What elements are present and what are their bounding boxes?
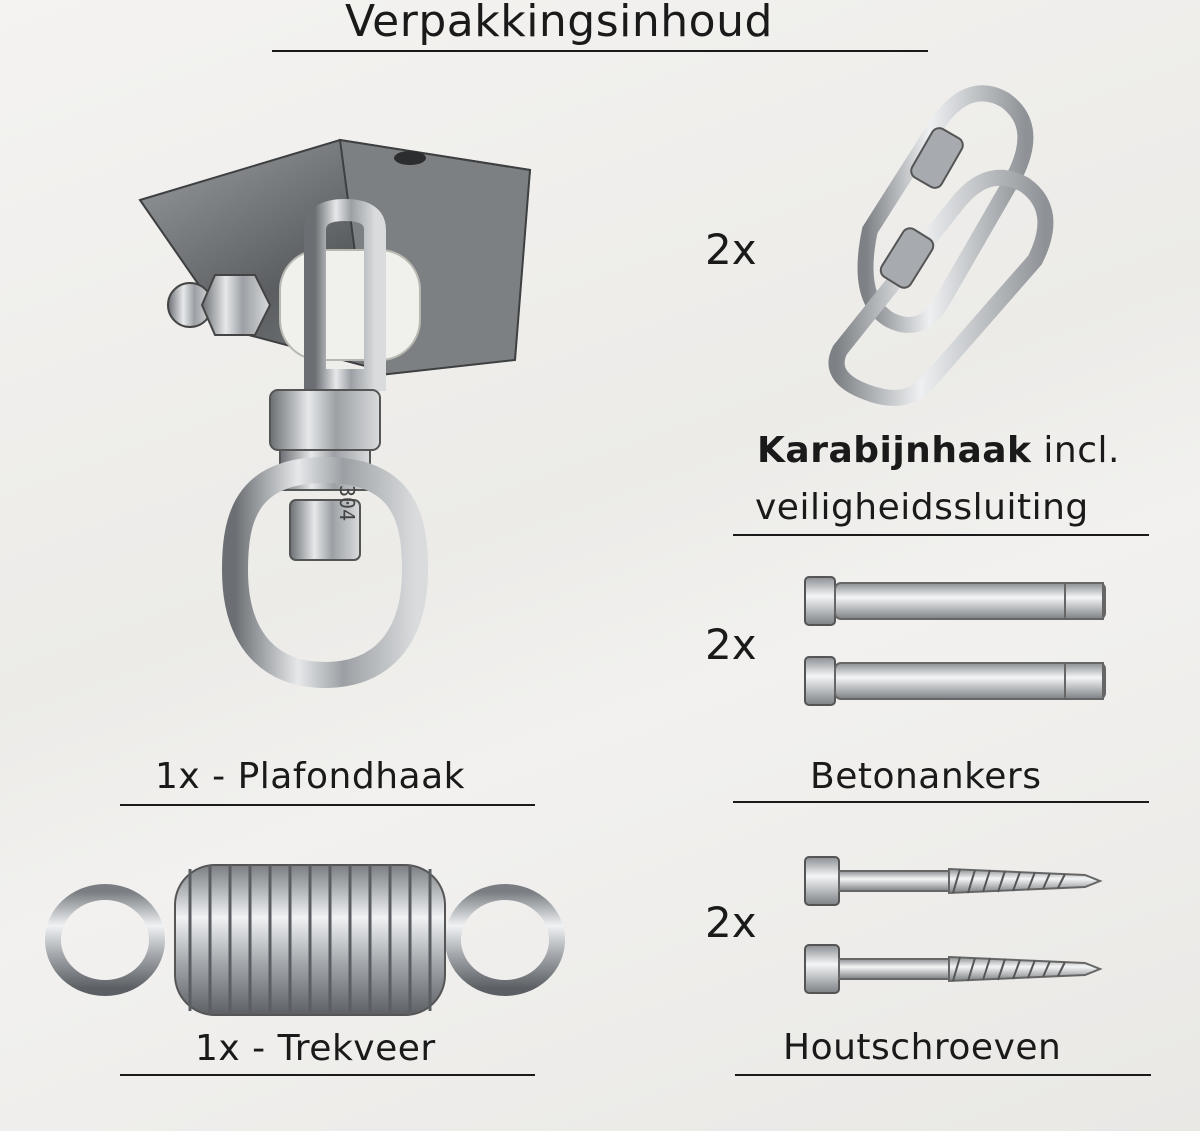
anchors-quantity: 2x: [705, 620, 757, 669]
ceiling-hook-underline: [120, 804, 535, 806]
carabiner-label-bold: Karabijnhaak: [757, 430, 1032, 471]
anchors-label: Betonankers: [810, 756, 1042, 797]
carabiner-label-line2: veiligheidssluiting: [755, 487, 1089, 528]
ceiling-hook-image: [130, 130, 550, 690]
page-title: Verpakkingsinhoud: [345, 0, 773, 47]
screws-quantity: 2x: [705, 898, 757, 947]
carabiner-label: [757, 430, 1120, 471]
stamp-304: 304: [335, 485, 359, 522]
ceiling-hook-label: 1x - Plafondhaak: [155, 756, 466, 797]
anchors-image: [795, 565, 1115, 725]
title-underline: [272, 50, 928, 52]
carabiner-image: [810, 80, 1090, 410]
anchors-underline: [733, 801, 1149, 803]
carabiner-quantity: 2x: [705, 225, 757, 274]
screws-underline: [735, 1074, 1151, 1076]
screws-image: [795, 845, 1115, 1005]
spring-label: 1x - Trekveer: [195, 1028, 436, 1069]
screws-label: Houtschroeven: [783, 1027, 1062, 1068]
carabiner-underline: [733, 534, 1149, 536]
spring-image: [45, 855, 565, 1035]
carabiner-label-rest: incl.: [1031, 430, 1120, 471]
spring-underline: [120, 1074, 535, 1076]
